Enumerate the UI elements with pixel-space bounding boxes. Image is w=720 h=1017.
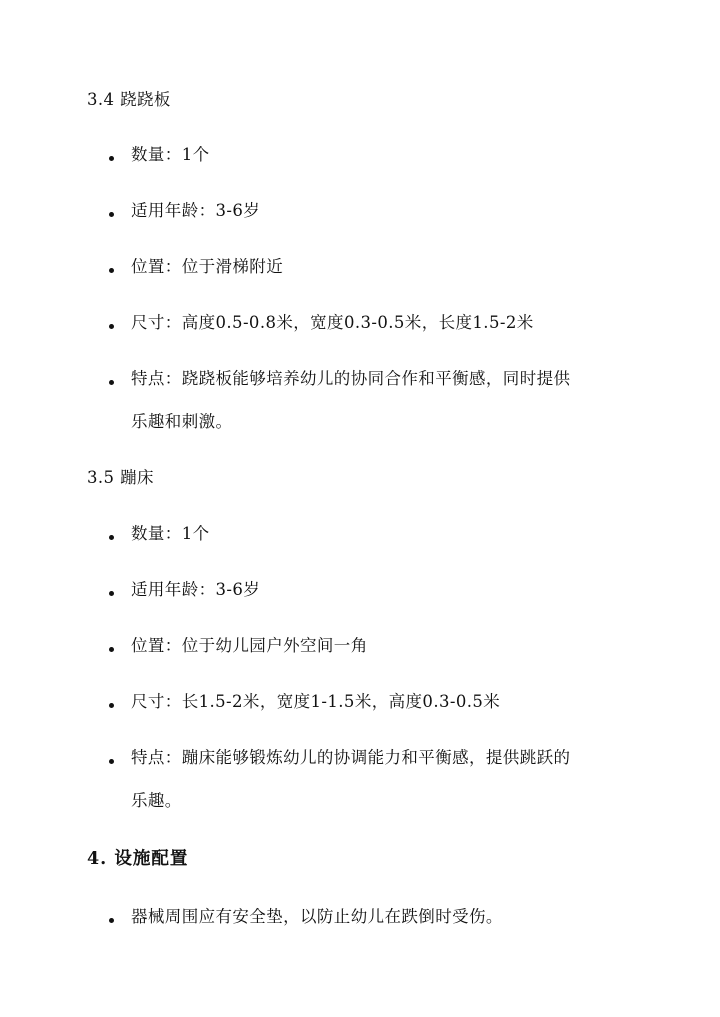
list-item: 器械周围应有安全垫，以防止幼儿在跌倒时受伤。 [131,907,503,926]
list-item-continuation: 乐趣和刺激。 [131,412,233,431]
bullet-dot [109,703,114,708]
bullet-dot [109,591,114,596]
bullet-dot [109,212,114,217]
list-item: 数量：1个 [131,524,210,543]
list-item: 数量：1个 [131,145,210,164]
list-item: 特点：跷跷板能够培养幼儿的协同合作和平衡感，同时提供 [131,369,571,388]
bullet-dot [109,759,114,764]
subsection-heading-3-4: 3.4 跷跷板 [87,90,171,109]
list-item: 尺寸：长1.5-2米，宽度1-1.5米，高度0.3-0.5米 [131,692,501,711]
subsection-heading-3-5: 3.5 蹦床 [87,468,154,487]
list-item-continuation: 乐趣。 [131,791,182,810]
bullet-dot [109,156,114,161]
list-item: 位置：位于滑梯附近 [131,257,284,276]
bullet-dot [109,268,114,273]
list-item: 适用年龄：3-6岁 [131,201,261,220]
list-item: 位置：位于幼儿园户外空间一角 [131,636,368,655]
bullet-dot [109,324,114,329]
list-item: 适用年龄：3-6岁 [131,580,261,599]
list-item: 尺寸：高度0.5-0.8米，宽度0.3-0.5米，长度1.5-2米 [131,313,534,332]
bullet-dot [109,535,114,540]
bullet-dot [109,647,114,652]
bullet-dot [109,380,114,385]
list-item: 特点：蹦床能够锻炼幼儿的协调能力和平衡感，提供跳跃的 [131,748,571,767]
section-heading-4: 4. 设施配置 [87,849,189,869]
bullet-dot [109,918,114,923]
